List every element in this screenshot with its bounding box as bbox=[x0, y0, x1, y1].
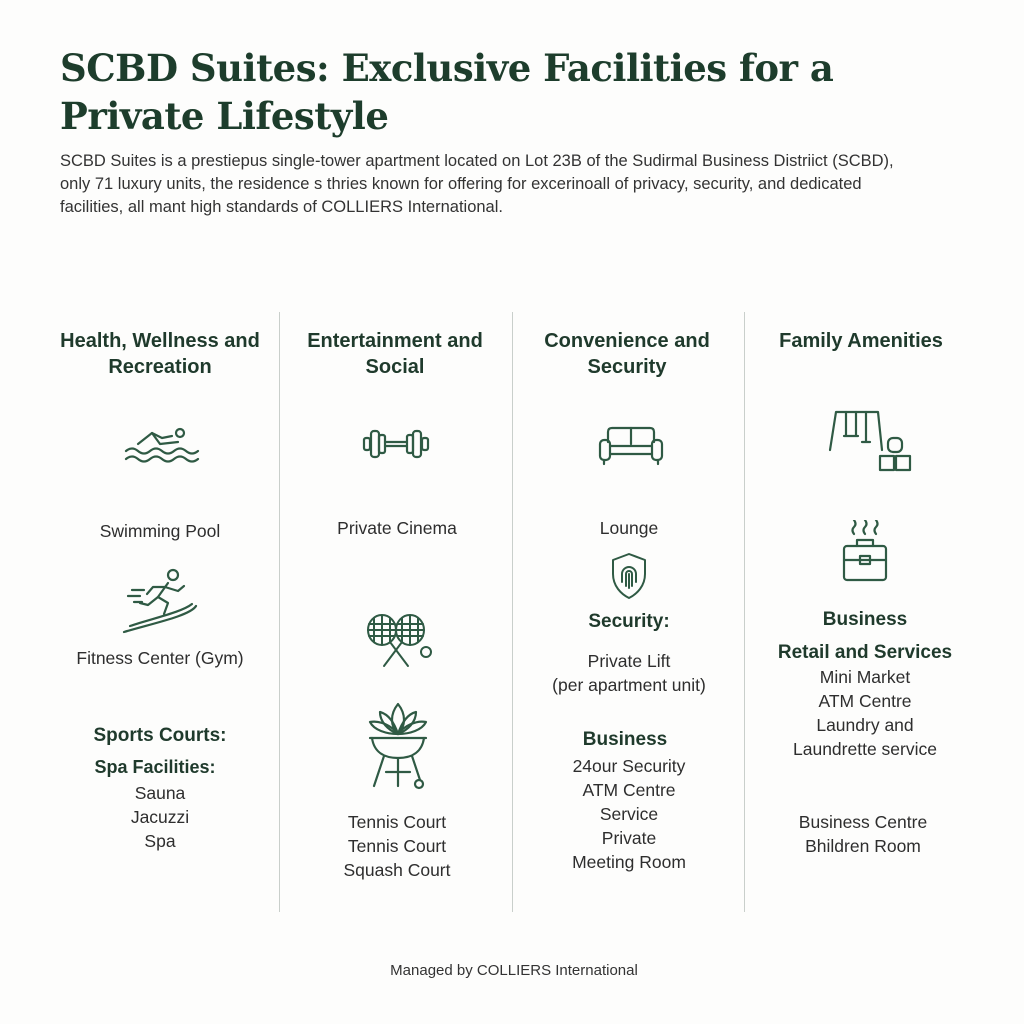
facility-private-lift: Private Lift (per apartment unit) bbox=[552, 651, 706, 695]
court-list: Tennis Court Tennis Court Squash Court bbox=[343, 812, 451, 880]
security-label: Security: bbox=[588, 611, 670, 632]
page-title: SCBD Suites: Exclusive Facilities for a Private Lifestyle bbox=[60, 46, 834, 138]
dumbbell-icon bbox=[362, 426, 430, 462]
column-divider bbox=[279, 312, 280, 912]
column-heading: Convenience and Security bbox=[544, 330, 710, 378]
column-divider bbox=[512, 312, 513, 912]
tennis-rackets-icon bbox=[362, 612, 434, 670]
centre-list: Business Centre Bhildren Room bbox=[798, 812, 928, 856]
sports-courts-label: Sports Courts: bbox=[93, 725, 227, 746]
spa-facility-list: Sauna Jacuzzi Spa bbox=[130, 783, 190, 851]
briefcase-icon bbox=[842, 520, 888, 582]
column-divider bbox=[744, 312, 745, 912]
facility-swimming-pool: Swimming Pool bbox=[99, 521, 221, 541]
facility-private-cinema: Private Cinema bbox=[337, 518, 457, 538]
column-heading: Health, Wellness and Recreation bbox=[60, 330, 260, 378]
facility-fitness-center: Fitness Center (Gym) bbox=[76, 648, 244, 668]
business-service-list: 24our Security ATM Centre Service Private Meeting Room bbox=[572, 756, 686, 872]
lotus-grill-icon bbox=[364, 700, 432, 792]
column-heading: Entertainment and Social bbox=[307, 330, 483, 378]
column-heading: Family Amenities bbox=[779, 330, 943, 352]
intro-line: facilities, all mant high standards of COLLIERS International. bbox=[60, 198, 503, 216]
business-label: Business bbox=[582, 729, 668, 750]
spa-facilities-label: Spa Facilities: bbox=[94, 757, 216, 777]
business-label: Business bbox=[822, 609, 908, 630]
facility-lounge: Lounge bbox=[599, 518, 659, 538]
swimmer-icon bbox=[124, 424, 200, 464]
playground-swing-icon bbox=[828, 410, 914, 476]
footer-managed-by: Managed by COLLIERS International bbox=[390, 962, 638, 979]
retail-services-label: Retail and Services bbox=[777, 642, 953, 663]
fingerprint-shield-icon bbox=[609, 552, 649, 600]
intro-line: only 71 luxury units, the residence s thries known for offering for excerinoall of privacy, security, and dedicated bbox=[60, 175, 862, 193]
intro-paragraph bbox=[60, 150, 980, 219]
intro-line: SCBD Suites is a prestiepus single-tower apartment located on Lot 23B of the Sudirmal Business Distriict (SCBD), bbox=[60, 152, 894, 170]
retail-service-list: Mini Market ATM Centre Laundry and Laundrette service bbox=[793, 667, 937, 759]
sofa-icon bbox=[598, 426, 664, 466]
runner-icon bbox=[120, 566, 200, 636]
